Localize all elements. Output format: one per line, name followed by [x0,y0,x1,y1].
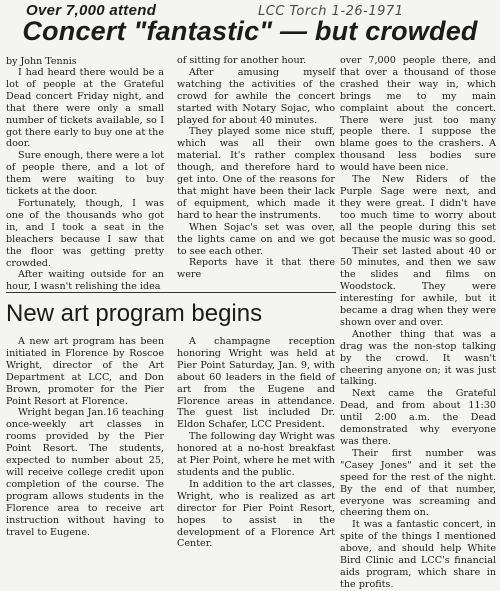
paragraph: Next came the Grateful Dead, and from about 11:30 until 2:00 a.m. the Dead demonstrated why everyone was there. [340,388,496,447]
concert-column-1 [6,67,164,293]
art-column-1 [6,336,164,538]
paragraph: Wright began Jan.16 teaching once-weekly art classes in rooms provided by the Pier Point Resort. The students, expected to number about 25, will receive college credit upon completion of the course. The program allows students in the Florence area to receive art instruction without having to travel to Eugene. [6,407,164,538]
art-column-2 [177,336,335,550]
paragraph: After waiting outside for an hour, I wasn't relishing the idea [6,269,164,293]
paragraph: When Sojac's set was over, the lights came on and we got to see each other. [177,221,335,257]
paragraph: Fortunately, though, I was one of the thousands who got in, and I took a seat in the bleachers because I saw that the floor was getting pretty crowded. [6,197,164,269]
paragraph: Reports have it that there were [177,257,335,281]
art-headline: New art program begins [6,300,263,327]
concert-column-2 [177,55,335,281]
paragraph: Sure enough, there were a lot of people there, and a lot of them were waiting to buy tickets at the door. [6,150,164,198]
paragraph: The following day Wright was honored at a no-host breakfast at Pier Point, where he met with students and the public. [177,431,335,478]
byline: by John Tennis [6,56,77,67]
paragraph: Another thing that was a drag was the non-stop talking by the crowd. It wasn't cheering anyone on; it was just talking. [340,328,496,388]
paragraph: The New Riders of the Purple Sage were next, and they were great. I didn't have too much time to worry about all the people during this set because the music was so good. [340,174,496,245]
paragraph: Their first number was "Casey Jones" and it set the speed for the rest of the night. By the end of that number, everyone was screaming and cheering them on. [340,447,496,519]
kicker: Over 7,000 attend [26,2,157,19]
paragraph: over 7,000 people there, and that over a thousand of those crashed their way in, which brings me to my main complaint about the concert. There were just too many people there. I suppose the blame goes to the crashers. A thousand less bodies sure would have been nice. [340,55,496,174]
headline: Concert "fantastic" — but crowded [22,16,478,46]
paragraph: A new art program has been initiated in Florence by Roscoe Wright, director of the Art Department at LCC, and Don Brown, promoter for the Pier Point Resort at Florence. [6,336,164,407]
paragraph: Their set lasted about 40 or 50 minutes, and then we saw the slides and films on Woodstock. They were interesting for awhile, but it became a drag when they were shown over and over. [340,245,496,328]
handwritten-note: LCC Torch 1-26-1971 [258,4,404,19]
paragraph: They played some nice stuff, which was all their own material. It's rather complex though, and therefore hard to get into. One of the reasons for that might have been their lack of equipment, which made it hard to hear the instruments. [177,126,335,221]
section-divider [6,292,336,293]
paragraph: of sitting for another hour. [177,55,307,66]
paragraph: It was a fantastic concert, in spite of the things I mentioned above, and should help White Bird Clinic and LCC's financial aids program, which share in the profits. [340,519,496,590]
paragraph: After amusing myself watching the activities of the crowd for awhile the concert started with Notary Sojac, who played for about 40 minutes. [177,66,335,126]
paragraph: A champagne reception honoring Wright was held at Pier Point Saturday, Jan. 9, with about 60 leaders in the field of art from the Eugene and Florence areas in attendance. The guest list included Dr. Eldon Schafer, LCC President. [177,336,335,431]
concert-column-3 [340,55,496,591]
paragraph: In addition to the art classes, Wright, who is realized as art director for Pier Point Resort, hopes to assist in the development of a Florence Art Center. [177,478,335,550]
paragraph: I had heard there would be a lot of people at the Grateful Dead concert Friday night, and that there were only a small number of tickets available, so I got there early to buy one at the door. [6,67,164,150]
